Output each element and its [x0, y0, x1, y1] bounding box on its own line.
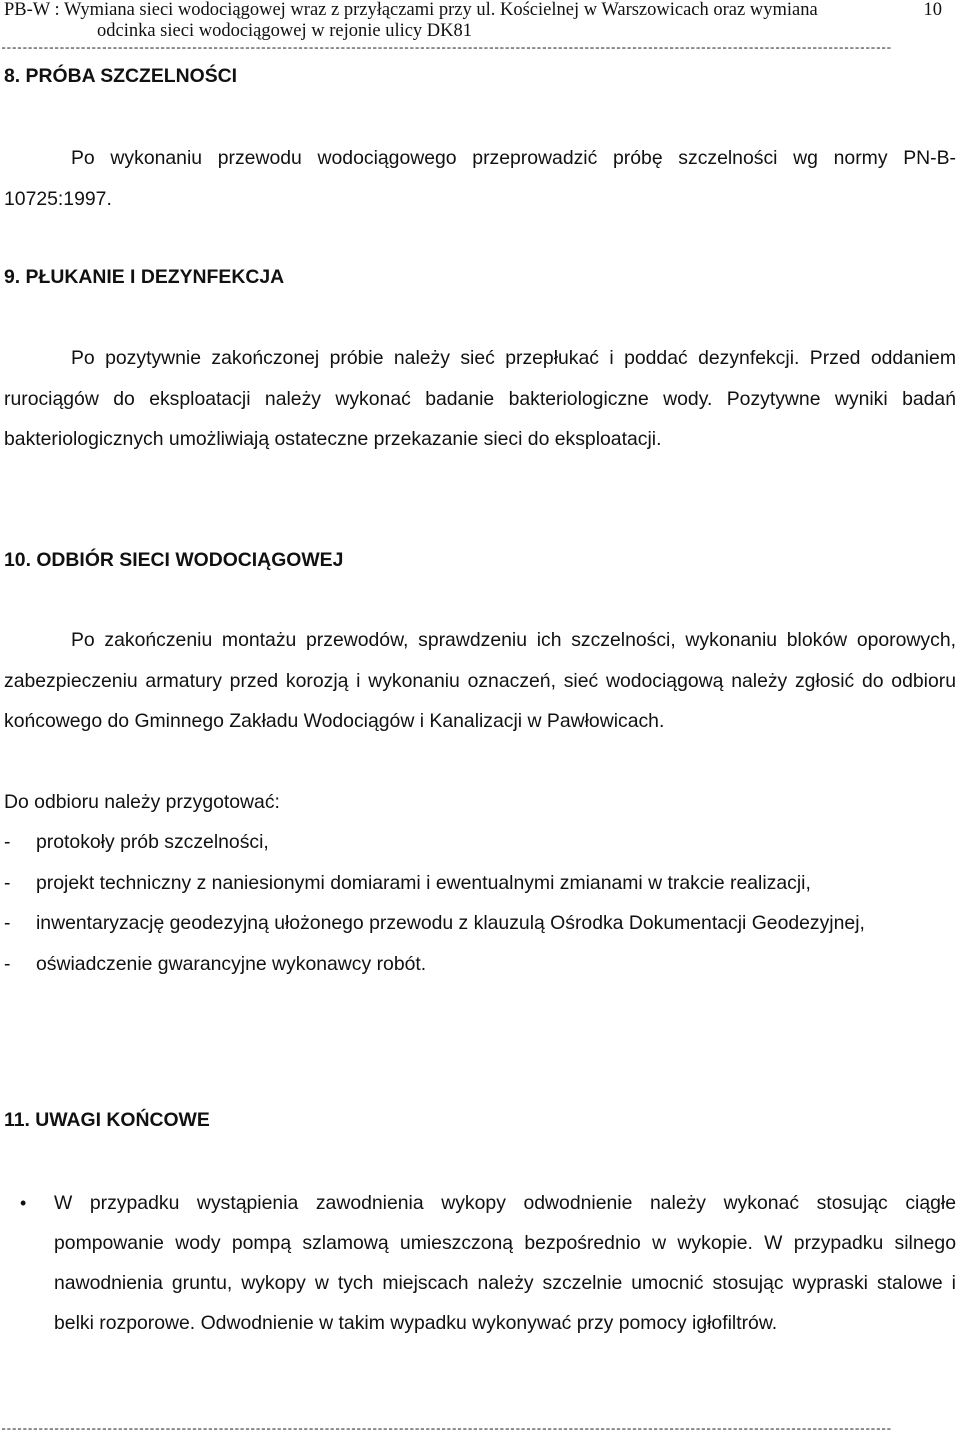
- section-10-heading: 10. ODBIÓR SIECI WODOCIĄGOWEJ: [4, 549, 344, 571]
- list-item: [4, 903, 956, 944]
- section-10-list-intro: Do odbioru należy przygotować:: [4, 791, 280, 813]
- list-item-text: projekt techniczny z naniesionymi domiarami i ewentualnymi zmianami w trakcie realizacji,: [36, 871, 811, 894]
- section-10-paragraph: Po zakończeniu montażu przewodów, sprawdzeniu ich szczelności, wykonaniu bloków oporowych, zabezpieczeniu armatury przed korozją i wykonaniu oznaczeń, sieć wodociągową należy zgłosić do odbioru końcowego do Gminnego Zakładu Wodociągów i Kanalizacji w Pawłowicach.: [4, 629, 956, 732]
- footer-separator: ------------------------------------------------------------------------------------------------------------------------------------------------------------------------: [0, 1422, 891, 1436]
- section-8-paragraph: Po wykonaniu przewodu wodociągowego przeprowadzić próbę szczelności wg normy PN-B-10725:1997.: [4, 147, 956, 210]
- page-number: 10: [923, 0, 942, 20]
- dash-marker: -: [4, 831, 11, 853]
- list-item: [4, 863, 956, 904]
- section-10-document-list: [4, 822, 956, 984]
- header-separator: ------------------------------------------------------------------------------------------------------------------------------------------------------------------------: [0, 41, 891, 55]
- section-8-heading: 8. PRÓBA SZCZELNOŚCI: [4, 65, 238, 87]
- list-item-text: protokoły prób szczelności,: [36, 831, 269, 853]
- bullet-icon: •: [20, 1193, 27, 1213]
- header-title-line-1: PB-W : Wymiana sieci wodociągowej wraz z przyłączami przy ul. Kościelnej w Warszowicach oraz wymiana: [4, 0, 818, 20]
- list-item: [4, 944, 956, 985]
- dash-marker: -: [4, 871, 11, 894]
- dash-marker: -: [4, 912, 11, 934]
- dash-marker: -: [4, 952, 11, 975]
- section-11-bullet-list: [20, 1183, 956, 1343]
- section-9-paragraph: Po pozytywnie zakończonej próbie należy sieć przepłukać i poddać dezynfekcji. Przed oddaniem rurociągów do eksploatacji należy wykonać badanie bakteriologiczne wody. Pozytywne wyniki badań bakteriologicznych umożliwiają ostateczne przekazanie sieci do eksploatacji.: [4, 347, 956, 450]
- list-item-text: inwentaryzację geodezyjną ułożonego przewodu z klauzulą Ośrodka Dokumentacji Geodezyjnej,: [36, 912, 865, 934]
- section-9-heading: 9. PŁUKANIE I DEZYNFEKCJA: [4, 266, 285, 288]
- list-item-text: W przypadku wystąpienia zawodnienia wykopy odwodnienie należy wykonać stosując ciągłe pompowanie wody pompą szlamową umieszczoną bezpośrednio w wykopie. W przypadku silnego nawodnienia gruntu, wykopy w tych miejscach należy szczelnie umocnić stosując wypraski stalowe i belki rozporowe. Odwodnienie w takim wypadku wykonywać przy pomocy igłofiltrów.: [54, 1192, 956, 1334]
- list-item: [20, 1183, 956, 1343]
- list-item: [4, 822, 956, 863]
- section-11-heading: 11. UWAGI KOŃCOWE: [4, 1109, 210, 1131]
- list-item-text: oświadczenie gwarancyjne wykonawcy robót.: [36, 952, 427, 975]
- header-title-line-2: odcinka sieci wodociągowej w rejonie ulicy DK81: [97, 21, 473, 41]
